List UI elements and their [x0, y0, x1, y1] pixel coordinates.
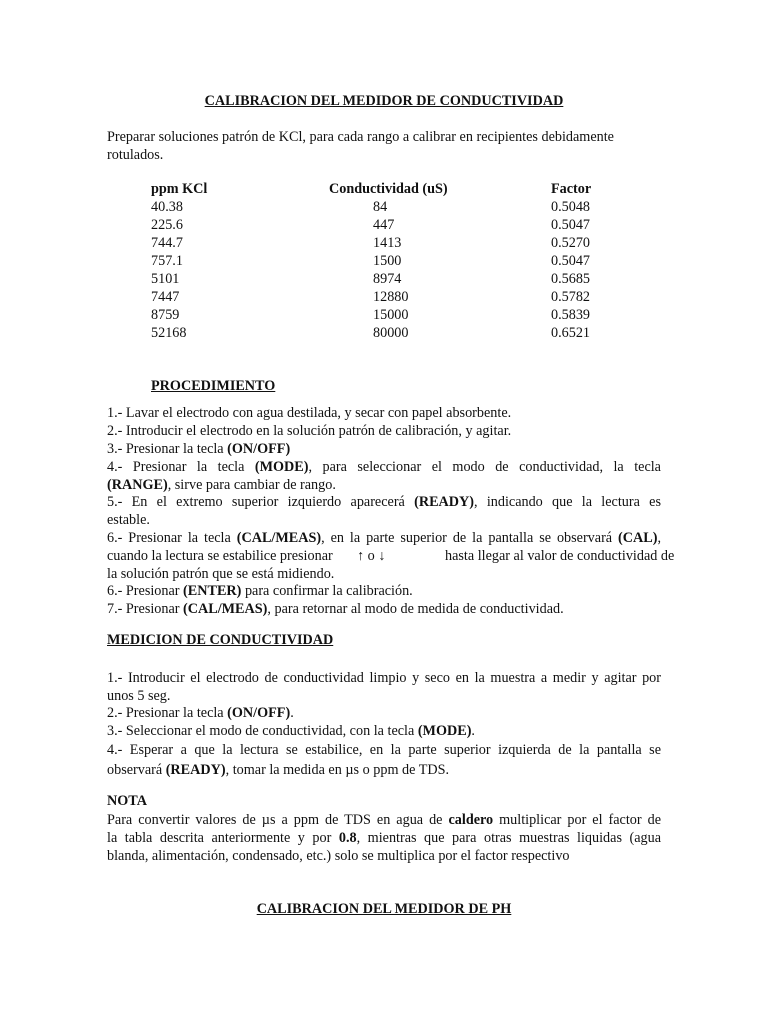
proc-step-6: 6.- Presionar la tecla (CAL/MEAS), en la parte superior de la pantalla se observará (CAL),	[107, 530, 661, 546]
intro-line-2: rotulados.	[107, 147, 164, 163]
proc-step-7: 7.- Presionar (CAL/MEAS), para retornar al modo de medida de conductividad.	[107, 601, 564, 617]
table-cell: 447	[373, 217, 395, 233]
procedimiento-heading: PROCEDIMIENTO	[151, 378, 276, 394]
proc-step-5: 5.- En el extremo superior izquierdo aparecerá (READY), indicando que la lectura es	[107, 494, 661, 510]
table-cell: 225.6	[151, 217, 183, 233]
nota-heading: NOTA	[107, 793, 147, 809]
medicion-step-2: 2.- Presionar la tecla (ON/OFF).	[107, 705, 294, 721]
table-cell: 0.6521	[551, 325, 591, 341]
proc-step-4-cont: (RANGE), sirve para cambiar de rango.	[107, 477, 336, 493]
table-cell: 0.5685	[551, 271, 591, 287]
proc-step-2: 2.- Introducir el electrodo en la solución patrón de calibración, y agitar.	[107, 423, 512, 439]
table-cell: 7447	[151, 289, 180, 305]
table-cell: 0.5270	[551, 235, 591, 251]
table-cell: 8759	[151, 307, 180, 323]
intro-line-1: Preparar soluciones patrón de KCl, para cada rango a calibrar en recipientes debidamente	[107, 129, 614, 145]
medicion-step-3: 3.- Seleccionar el modo de conductividad, con la tecla (MODE).	[107, 723, 475, 739]
table-cell: 0.5047	[551, 217, 591, 233]
table-cell: 8974	[373, 271, 402, 287]
proc-step-6b: 6.- Presionar (ENTER) para confirmar la calibración.	[107, 583, 413, 599]
table-header-ppm: ppm KCl	[151, 181, 208, 197]
table-cell: 0.5048	[551, 199, 591, 215]
proc-step-1: 1.- Lavar el electrodo con agua destilada, y secar con papel absorbente.	[107, 405, 512, 421]
proc-step-5-cont: estable.	[107, 512, 150, 528]
table-cell: 1500	[373, 253, 402, 269]
medicion-heading: MEDICION DE CONDUCTIVIDAD	[107, 632, 334, 648]
proc-step-4: 4.- Presionar la tecla (MODE), para seleccionar el modo de conductividad, la tecla	[107, 459, 661, 475]
medicion-step-1-cont: unos 5 seg.	[107, 688, 171, 704]
table-cell: 40.38	[151, 199, 183, 215]
document-title: CALIBRACION DEL MEDIDOR DE CONDUCTIVIDAD	[204, 93, 564, 109]
table-cell: 1413	[373, 235, 402, 251]
proc-step-6-cont: cuando la lectura se estabilice presionar ↑ o ↓ hasta llegar al valor de conductividad de	[107, 548, 675, 564]
table-cell: 15000	[373, 307, 409, 323]
table-cell: 757.1	[151, 253, 183, 269]
table-cell: 52168	[151, 325, 187, 341]
medicion-step-4-cont: observará (READY), tomar la medida en µs o ppm de TDS.	[107, 762, 450, 778]
table-cell: 12880	[373, 289, 409, 305]
table-cell: 5101	[151, 271, 180, 287]
table-cell: 0.5782	[551, 289, 591, 305]
table-cell: 84	[373, 199, 388, 215]
ph-section-title: CALIBRACION DEL MEDIDOR DE PH	[256, 901, 512, 917]
table-header-factor: Factor	[551, 181, 592, 197]
table-cell: 744.7	[151, 235, 183, 251]
table-header-conductividad: Conductividad (uS)	[329, 181, 448, 197]
medicion-step-1: 1.- Introducir el electrodo de conductividad limpio y seco en la muestra a medir y agitar por	[107, 670, 661, 686]
table-cell: 0.5839	[551, 307, 591, 323]
proc-step-3: 3.- Presionar la tecla (ON/OFF)	[107, 441, 291, 457]
arrow-keys-text: ↑ o ↓	[357, 548, 386, 564]
proc-step-6-cont-2: la solución patrón que se está midiendo.	[107, 566, 335, 582]
medicion-step-4: 4.- Esperar a que la lectura se estabilice, en la parte superior izquierda de la pantalla se	[107, 742, 661, 758]
table-cell: 80000	[373, 325, 409, 341]
nota-line-2: la tabla descrita anteriormente y por 0.8, mientras que para otras muestras liquidas (agua	[107, 830, 661, 846]
nota-line-3: blanda, alimentación, condensado, etc.) solo se multiplica por el factor respectivo	[107, 848, 570, 864]
table-cell: 0.5047	[551, 253, 591, 269]
nota-line-1: Para convertir valores de µs a ppm de TDS en agua de caldero multiplicar por el factor de	[107, 812, 662, 828]
